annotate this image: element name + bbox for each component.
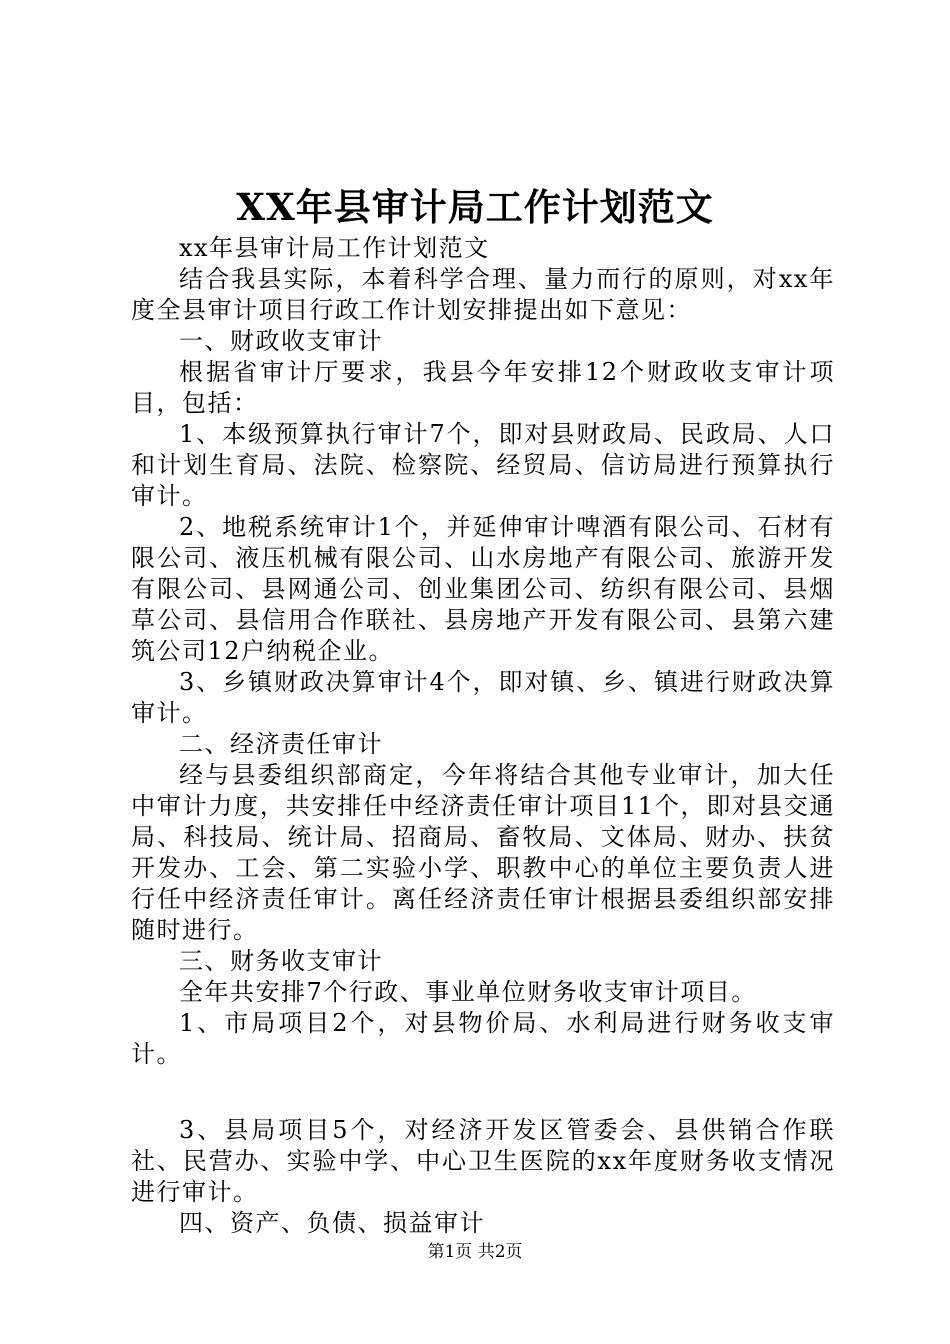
section-heading: 四、资产、负债、损益审计 [179,1209,485,1237]
paragraph: 1、市局项目2个，对县物价局、水利局进行财务收支审计。 [131,1009,835,1068]
section-heading: 一、财政收支审计 [179,327,383,355]
page-footer: 第1页 共2页 [427,1242,523,1262]
document-title: XX年县审计局工作计划范文 [236,185,714,229]
paragraph: 2、地税系统审计1个，并延伸审计啤酒有限公司、石材有限公司、液压机械有限公司、山水房地产有限公司、旅游开发有限公司、县网通公司、创业集团公司、纺织有限公司、县烟草公司、县信用合作联社、县房地产开发有限公司、县第六建筑公司12户纳税企业。 [131,513,835,665]
paragraph: 1、本级预算执行审计7个，即对县财政局、民政局、人口和计划生育局、法院、检察院、经贸局、信访局进行预算执行审计。 [131,420,835,510]
paragraph: xx年县审计局工作计划范文 [179,234,490,262]
paragraph: 3、县局项目5个，对经济开发区管委会、县供销合作联社、民营办、实验中学、中心卫生医院的xx年度财务收支情况进行审计。 [131,1116,835,1206]
section-heading: 三、财务收支审计 [179,947,383,975]
blank-line [131,1070,835,1115]
paragraph: 根据省审计厅要求，我县今年安排12个财政收支审计项目，包括： [131,358,835,417]
document-body [131,233,835,1239]
paragraph: 经与县委组织部商定，今年将结合其他专业审计，加大任中审计力度，共安排任中经济责任审计项目11个，即对县交通局、科技局、统计局、招商局、畜牧局、文体局、财办、扶贫开发办、工会、第二实验小学、职教中心的单位主要负责人进行任中经济责任审计。离任经济责任审计根据县委组织部安排随时进行。 [131,761,835,944]
section-heading: 二、经济责任审计 [179,730,383,758]
paragraph: 3、乡镇财政决算审计4个，即对镇、乡、镇进行财政决算审计。 [131,668,835,727]
paragraph: 全年共安排7个行政、事业单位财务收支审计项目。 [179,978,757,1006]
paragraph: 结合我县实际，本着科学合理、量力而行的原则，对xx年度全县审计项目行政工作计划安排提出如下意见： [131,265,835,324]
